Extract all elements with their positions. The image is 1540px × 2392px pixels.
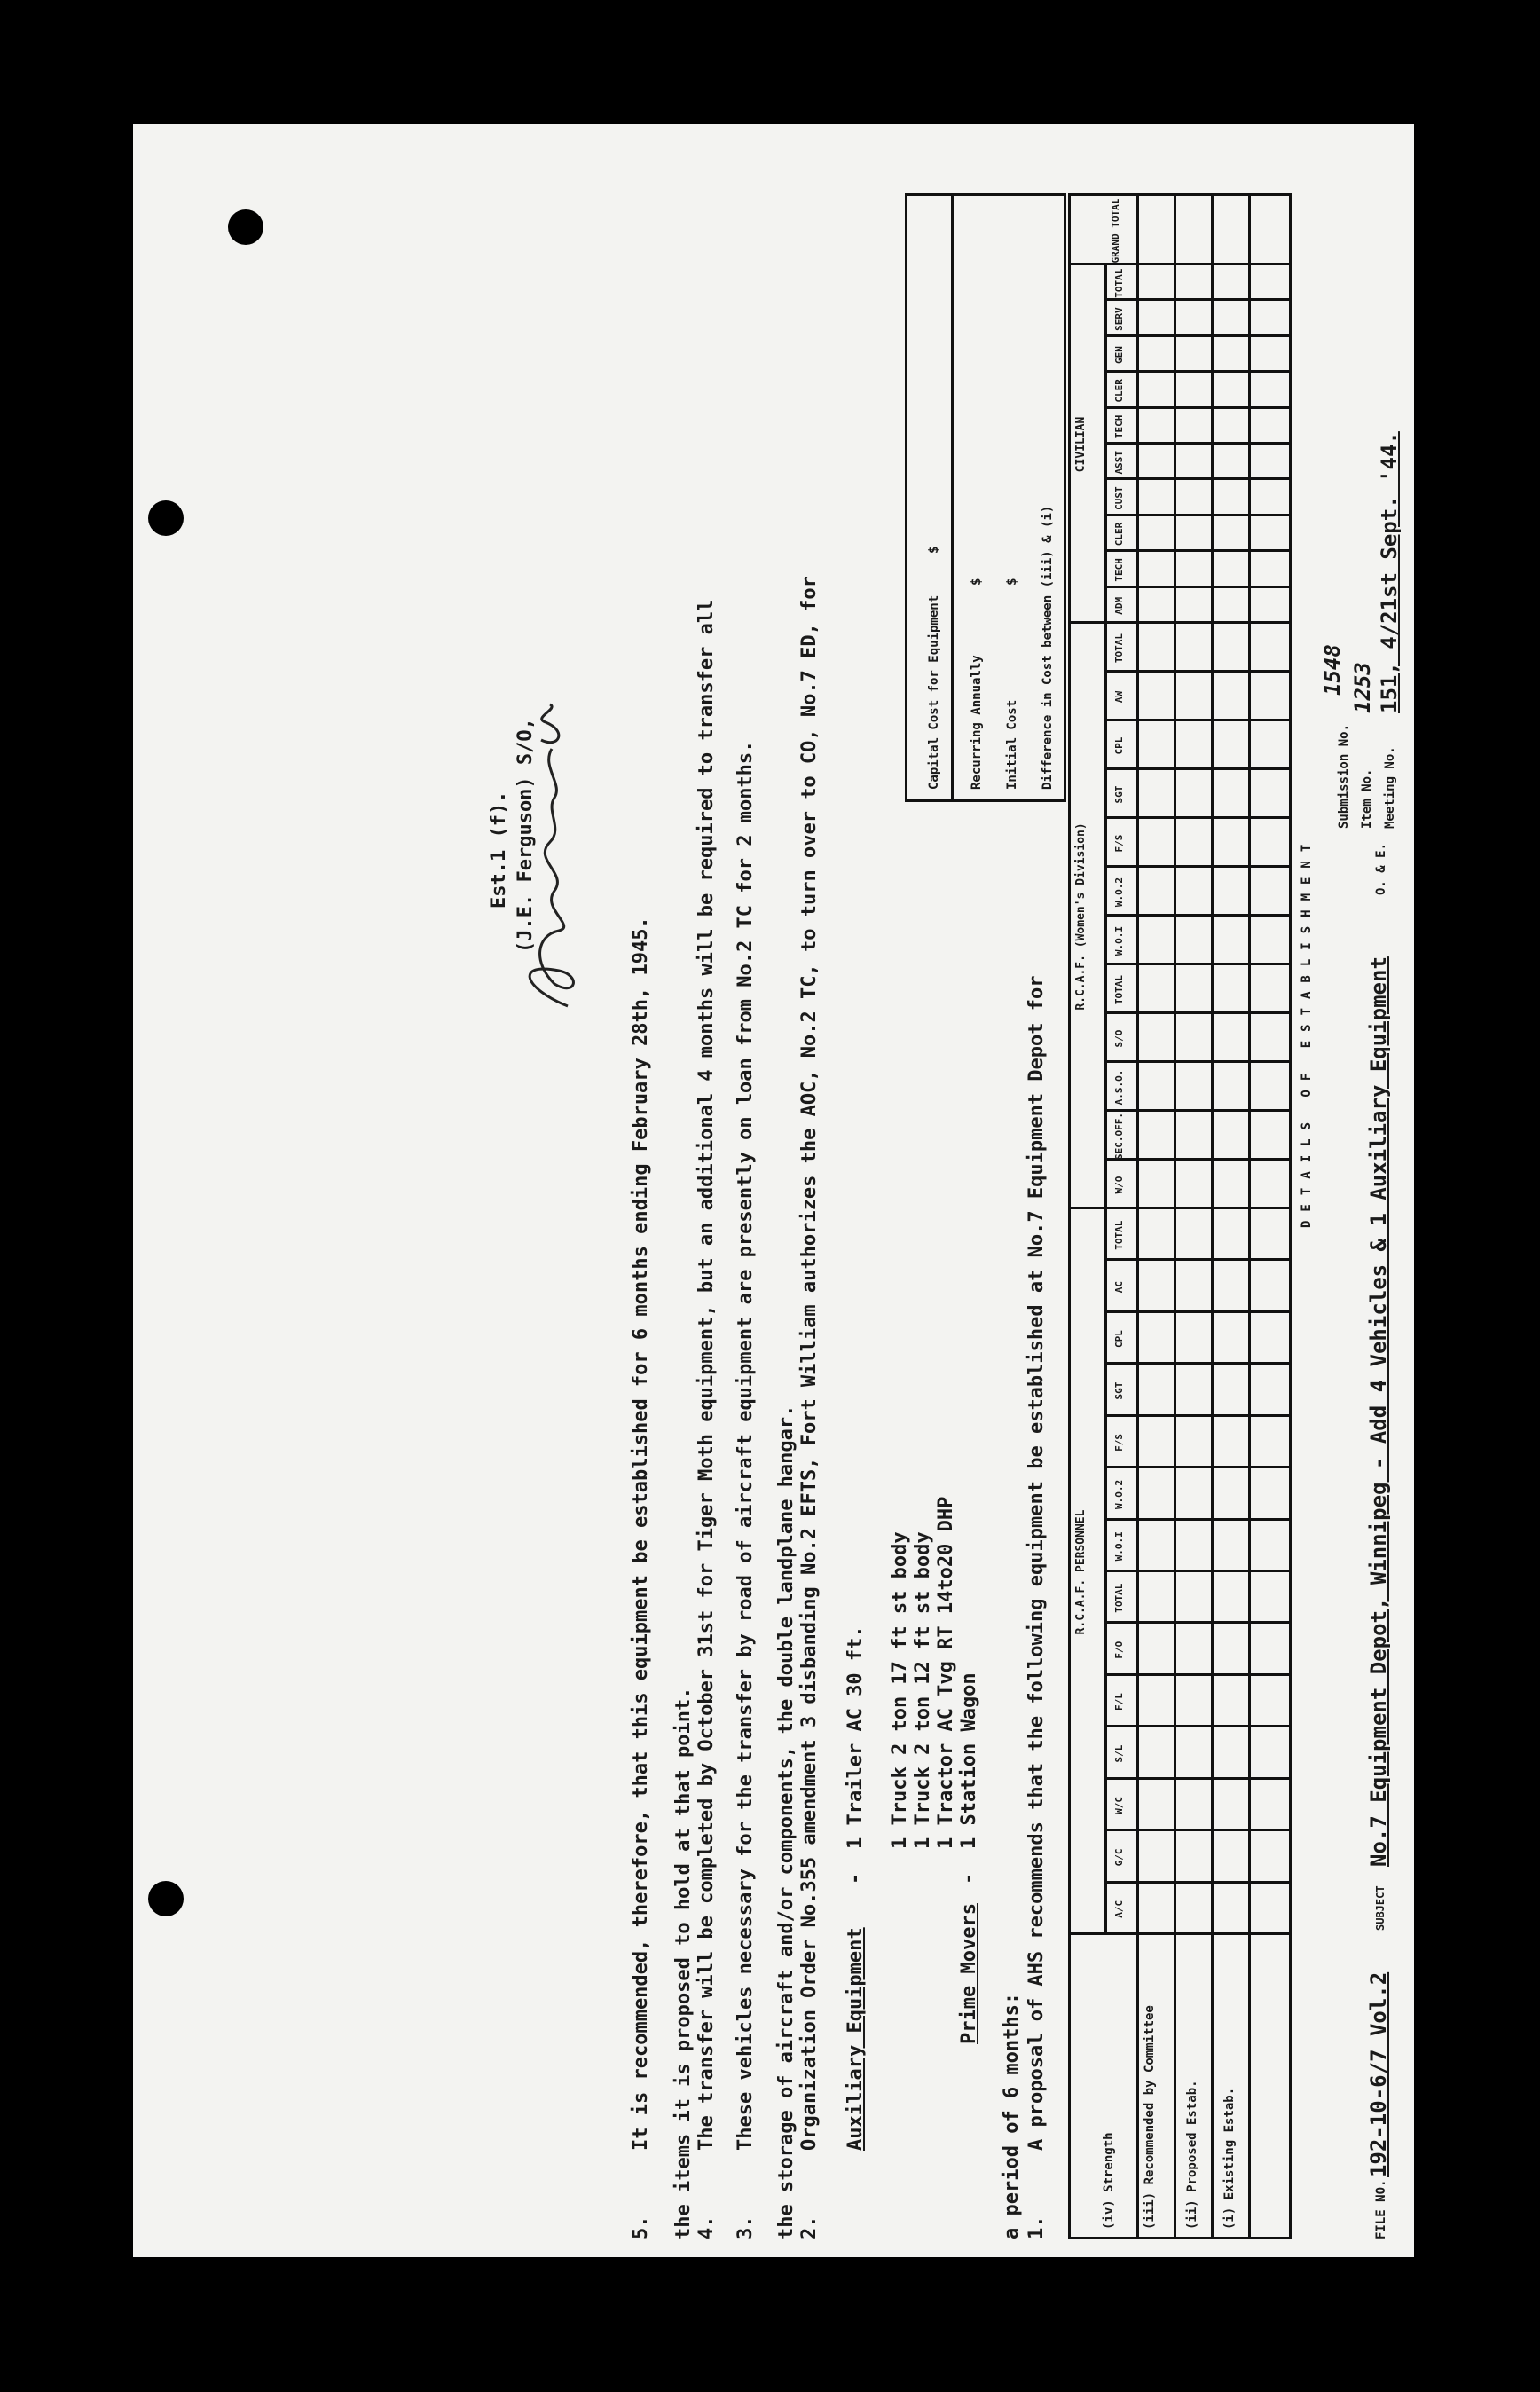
column-header: CPL	[1113, 736, 1125, 755]
column-header: W/O	[1113, 1176, 1125, 1194]
aux-dash: -	[845, 1872, 867, 1884]
cost-divider	[951, 196, 954, 802]
row-label-strength: (iv) Strength	[1102, 2132, 1116, 2230]
row-label-proposed: (ii) Proposed Estab.	[1185, 2080, 1199, 2230]
aux-equipment-label: Auxiliary Equipment	[845, 1927, 867, 2151]
column-header: ADM	[1113, 596, 1125, 615]
column-divider	[1106, 865, 1289, 868]
para5-line1: It is recommended, therefore, that this equipment be established for 6 months ending February 28th, 1945.	[630, 917, 652, 2151]
initial-cost-label: Initial Cost	[1005, 699, 1019, 790]
subject-label: SUBJECT	[1374, 1885, 1387, 1931]
prime-item-2: 1 Tractor AC Tvg RT 14to20 DHP	[935, 1496, 957, 1849]
meeting-value: 151, 4/21st Sept. '44.	[1377, 431, 1402, 713]
table-title: DETAILS OF ESTABLISHMENT	[1300, 835, 1314, 1228]
para3-number: 3.	[735, 2215, 757, 2239]
column-header: F/S	[1113, 1434, 1125, 1452]
item-value: 1253	[1350, 662, 1375, 713]
para4-line2: the items it is proposed to hold at that point.	[672, 1687, 695, 2239]
column-header: G/C	[1113, 1848, 1125, 1867]
column-divider	[1106, 1414, 1289, 1417]
column-divider	[1106, 586, 1289, 588]
para5-number: 5.	[630, 2215, 652, 2239]
column-header: A.S.O.	[1113, 1069, 1125, 1106]
submission-value: 1548	[1320, 644, 1345, 696]
column-divider	[1106, 1011, 1289, 1014]
column-header: TOTAL	[1113, 1583, 1125, 1613]
column-divider	[1106, 816, 1289, 819]
file-number: 192-10-6/7 Vol.2	[1366, 1971, 1391, 2177]
civilian-group-header: CIVILIAN	[1074, 416, 1088, 473]
recurring-label: Recurring Annually	[970, 655, 984, 790]
column-divider	[1106, 1621, 1289, 1624]
column-header: CLER	[1113, 522, 1125, 547]
column-header: SEC.OFF.	[1113, 1113, 1125, 1160]
column-header: W.O.2	[1113, 877, 1125, 908]
submission-label: Submission No.	[1337, 723, 1351, 829]
subject-text: No.7 Equipment Depot, Winnipeg - Add 4 Vehicles & 1 Auxiliary Equipment	[1366, 956, 1391, 1867]
column-header: S/O	[1113, 1029, 1125, 1048]
initial-cost-dollar: $	[1005, 578, 1019, 586]
para4-line1: The transfer will be completed by October 31st for Tiger Moth equipment, but an additional 4 months will be required to transfer all	[695, 599, 718, 2151]
capital-cost-label: Capital Cost for Equipment	[927, 594, 941, 790]
column-divider	[1106, 1518, 1289, 1521]
column-header: TOTAL	[1113, 633, 1125, 664]
column-header: TOTAL	[1113, 974, 1125, 1005]
column-header: CUST	[1113, 486, 1125, 510]
column-divider	[1106, 298, 1289, 301]
column-header: A/C	[1113, 1900, 1125, 1918]
para3-line1: These vehicles necessary for the transfer by road of aircraft equipment are presently on loan from No.2 TC for 2 months.	[735, 740, 757, 2151]
column-divider	[1106, 1310, 1289, 1313]
aux-item: 1 Trailer AC 30 ft.	[845, 1625, 867, 1849]
column-header: TECH	[1113, 558, 1125, 582]
column-divider	[1106, 1109, 1289, 1112]
establishment-table	[1068, 193, 1292, 2239]
para2-number: 2.	[798, 2215, 821, 2239]
oe-label: O. & E.	[1374, 842, 1388, 895]
column-header: TECH	[1113, 414, 1125, 439]
column-header: W.O.I	[1113, 1531, 1125, 1562]
column-divider	[1106, 767, 1289, 770]
grand-total-header: GRAND TOTAL	[1110, 198, 1121, 264]
recurring-dollar: $	[970, 578, 984, 586]
cost-title: Difference in Cost between (iii) & (i)	[1041, 505, 1055, 790]
prime-item-3: 1 Truck 2 ton 12 ft st body	[912, 1531, 934, 1849]
para1-line1: A proposal of AHS recommends that the following equipment be established at No.7 Equipment Depot for	[1025, 975, 1048, 2151]
rcafwd-group-header: R.C.A.F. (Women's Division)	[1074, 822, 1088, 1011]
column-header: W/C	[1113, 1797, 1125, 1814]
document-page	[133, 124, 1414, 2257]
column-divider	[1106, 549, 1289, 552]
column-divider	[1106, 442, 1289, 445]
signatory-title: Est.1 (f).	[488, 791, 510, 909]
column-divider	[1106, 514, 1289, 516]
column-header: F/S	[1113, 834, 1125, 853]
column-divider	[1106, 963, 1289, 965]
column-header: F/O	[1113, 1641, 1125, 1659]
column-header: TOTAL	[1113, 268, 1125, 298]
column-divider	[1106, 1466, 1289, 1468]
column-header: ASST	[1113, 450, 1125, 475]
column-divider	[1106, 406, 1289, 409]
column-divider	[1106, 719, 1289, 721]
column-divider	[1106, 1777, 1289, 1780]
signatory-name: (J.E. Ferguson) S/O,	[515, 718, 537, 953]
column-header: GEN	[1113, 346, 1125, 364]
para4-number: 4.	[695, 2215, 718, 2239]
column-header: W.O.I	[1113, 925, 1125, 956]
column-divider	[1106, 1362, 1289, 1365]
column-divider	[1106, 1725, 1289, 1727]
meeting-label: Meeting No.	[1383, 746, 1397, 829]
item-label: Item No.	[1360, 768, 1374, 829]
column-header: TOTAL	[1113, 1220, 1125, 1250]
para2-line2: the storage of aircraft and/or components, the double landplane hangar.	[775, 1405, 798, 2239]
column-divider	[1106, 370, 1289, 373]
column-divider	[1106, 334, 1289, 337]
group-header-divider	[1104, 265, 1107, 1935]
column-header: F/L	[1113, 1693, 1125, 1711]
column-header: CLER	[1113, 379, 1125, 403]
prime-movers-label: Prime Movers	[958, 1903, 980, 2044]
rotated-content	[133, 124, 1414, 2257]
para1-line2: a period of 6 months:	[1001, 1992, 1023, 2239]
row-label-recommended: (iii) Recommended by Committee	[1143, 2005, 1157, 2230]
prime-item-4: 1 Truck 2 ton 17 ft st body	[889, 1531, 911, 1849]
column-header: SGT	[1113, 785, 1125, 804]
column-divider	[1106, 1570, 1289, 1572]
column-divider	[1106, 1673, 1289, 1676]
column-divider	[1106, 914, 1289, 917]
column-header: AW	[1113, 690, 1125, 704]
column-header: CPL	[1113, 1330, 1125, 1349]
para1-number: 1.	[1025, 2215, 1048, 2239]
column-header: SERV	[1113, 307, 1125, 331]
column-divider	[1106, 477, 1289, 480]
column-divider	[1106, 1060, 1289, 1063]
capital-cost-dollar: $	[927, 546, 941, 554]
rcaf-group-header: R.C.A.F. PERSONNEL	[1074, 1509, 1088, 1635]
column-header: SGT	[1113, 1381, 1125, 1400]
para2-line1: Organization Order No.355 amendment 3 disbanding No.2 EFTS, Fort William authorizes the AOC, No.2 TC, to turn over to CO, No.7 ED, for	[798, 576, 821, 2151]
prime-movers-dash: -	[958, 1872, 980, 1884]
column-divider	[1106, 1258, 1289, 1261]
column-divider	[1106, 1829, 1289, 1831]
column-header: AC	[1113, 1281, 1125, 1294]
column-divider	[1106, 670, 1289, 673]
column-header: W.O.2	[1113, 1479, 1125, 1509]
prime-item-1: 1 Station Wagon	[958, 1672, 980, 1849]
column-divider	[1106, 1881, 1289, 1884]
file-label: FILE NO.	[1374, 2179, 1388, 2239]
column-divider	[1106, 1158, 1289, 1161]
row-label-existing: (i) Existing Estab.	[1222, 2087, 1237, 2230]
column-header: S/L	[1113, 1744, 1125, 1763]
